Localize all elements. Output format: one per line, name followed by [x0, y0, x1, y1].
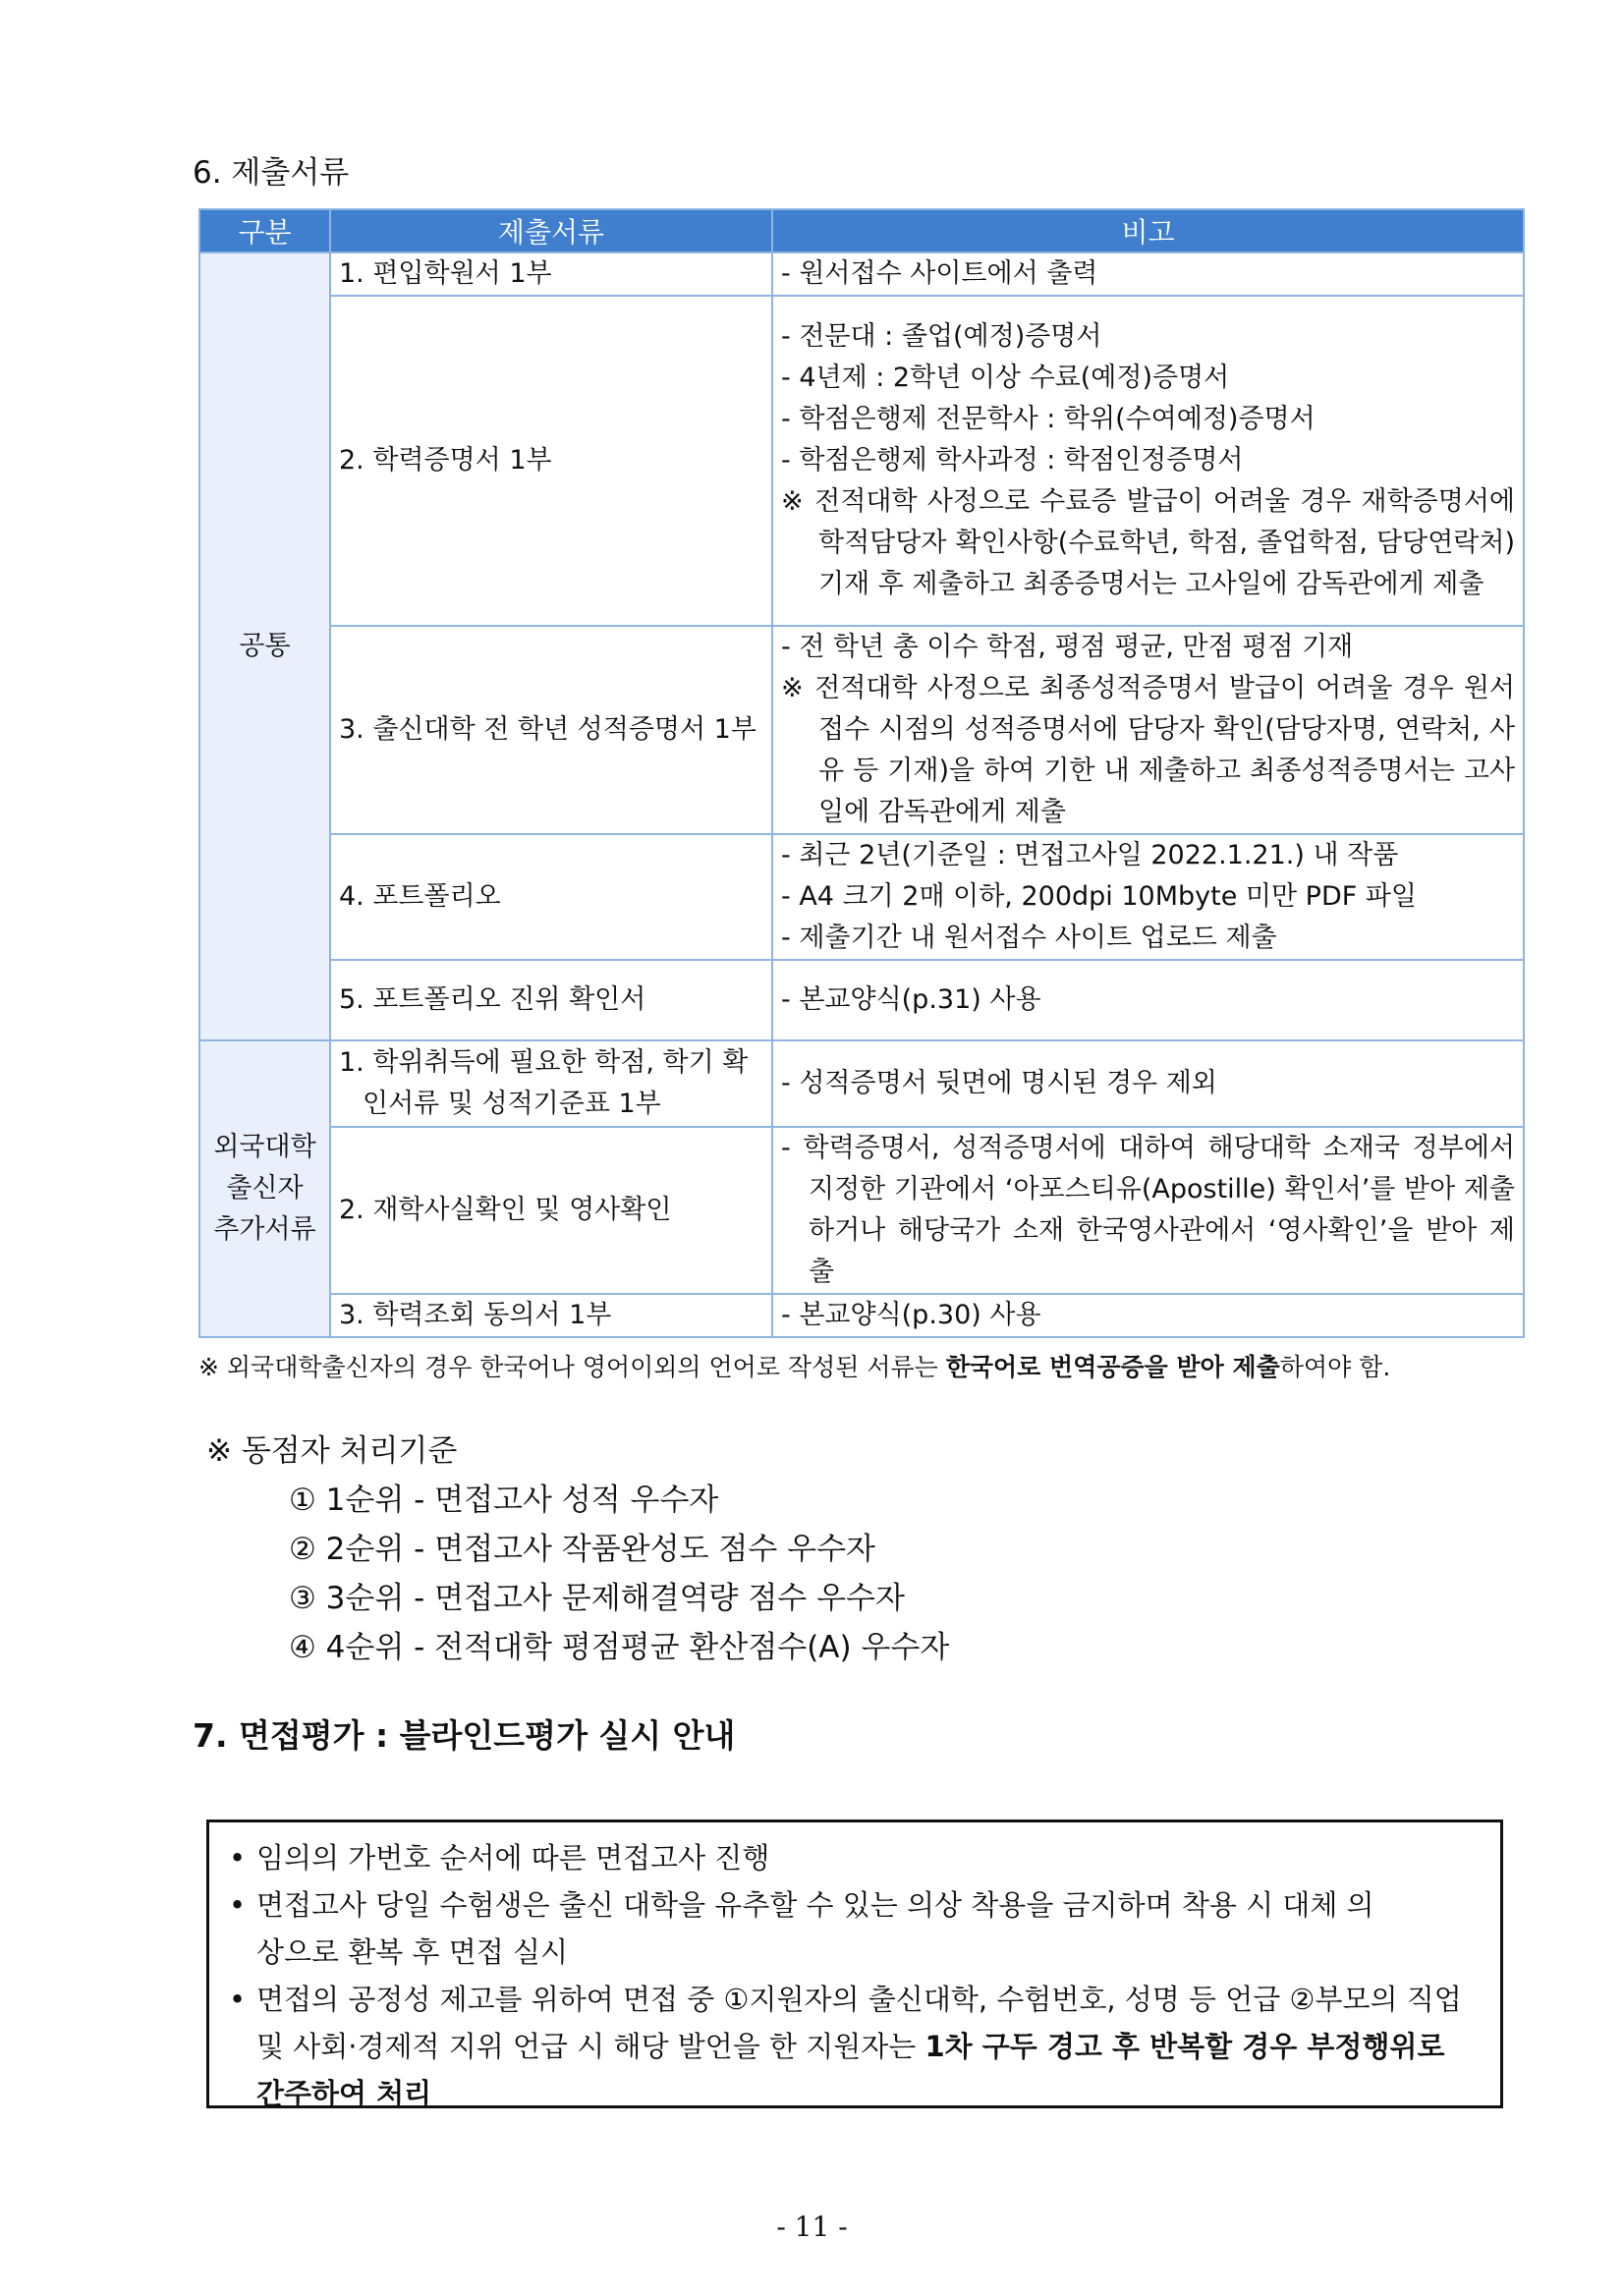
- footnote-text: ※ 외국대학출신자의 경우 한국어나 영어이외의 언어로 작성된 서류는: [198, 1353, 946, 1381]
- list-item-text: 면접의 공정성 제고를 위하여 면접 중 ①지원자의 출신대학, 수험번호, 성명 등 언급 ②부모의 직업 및 사회·경제적 지위 언급 시 해당 발언을 한 지원자는: [256, 1983, 1462, 2063]
- footnote-emphasis: 한국어로 번역공증을 받아 제출: [945, 1353, 1280, 1381]
- table-row: [199, 1294, 1524, 1337]
- bullet-icon: •: [229, 1983, 247, 2016]
- notice-list: [229, 1834, 1481, 2117]
- remark-line: - 원서접수 사이트에서 출력: [781, 258, 1098, 289]
- remark-line: - 전문대 : 졸업(예정)증명서: [781, 321, 1102, 352]
- remark-cell: [772, 252, 1524, 296]
- section-6-title: 6. 제출서류: [193, 155, 350, 191]
- remark-line: - 성적증명서 뒷면에 명시된 경우 제외: [781, 1068, 1217, 1098]
- table-row: [199, 1040, 1524, 1127]
- tiebreak-item: ④ 4순위 - 전적대학 평점평균 환산점수(A) 우수자: [289, 1630, 950, 1665]
- bullet-icon: •: [229, 1888, 247, 1922]
- remark-cell: [772, 960, 1524, 1040]
- footnote-text-end: 하여야 함.: [1279, 1353, 1391, 1381]
- tiebreak-section: [206, 1427, 949, 1672]
- table-row: [199, 960, 1524, 1040]
- remark-cell: [772, 296, 1524, 626]
- table-row: [199, 1127, 1524, 1294]
- doc-cell: 4. 포트폴리오: [330, 834, 772, 960]
- remark-line: - 본교양식(p.30) 사용: [781, 1300, 1041, 1330]
- doc-cell: 5. 포트폴리오 진위 확인서: [330, 960, 772, 1040]
- doc-cell: 1. 편입학원서 1부: [330, 252, 772, 296]
- tiebreak-title: ※ 동점자 처리기준: [206, 1433, 458, 1469]
- table-header-row: [199, 209, 1524, 252]
- doc-cell: 3. 학력조회 동의서 1부: [330, 1294, 772, 1337]
- list-item: [229, 1834, 1481, 1881]
- remark-line: - 학점은행제 학사과정 : 학점인정증명서: [781, 445, 1244, 476]
- doc-cell: 3. 출신대학 전 학년 성적증명서 1부: [330, 626, 772, 834]
- remark-line: - A4 크기 2매 이하, 200dpi 10Mbyte 미만 PDF 파일: [781, 881, 1418, 912]
- category-line: 추가서류: [213, 1214, 316, 1245]
- remark-line: - 제출기간 내 원서접수 사이트 업로드 제출: [781, 923, 1277, 953]
- doc-cell: 2. 학력증명서 1부: [330, 296, 772, 626]
- category-line: 출신자: [226, 1173, 304, 1204]
- remark-line: - 전 학년 총 이수 학점, 평점 평균, 만점 평점 기재: [781, 632, 1354, 662]
- category-foreign: [199, 1040, 330, 1337]
- table-row: [199, 834, 1524, 960]
- table-row: [199, 296, 1524, 626]
- section-7-title: 7. 면접평가 : 블라인드평가 실시 안내: [193, 1716, 736, 1755]
- remark-note: ※ 전적대학 사정으로 최종성적증명서 발급이 어려울 경우 원서접수 시점의 성적증명서에 담당자 확인(담당자명, 연락처, 사유 등 기재)을 하여 기한 내 제출하고 최종성적증명서는 고사일에 감독관에게 제출: [781, 673, 1515, 827]
- remark-note: ※ 전적대학 사정으로 수료증 발급이 어려울 경우 재학증명서에 학적담당자 확인사항(수료학년, 학점, 졸업학점, 담당연락처) 기재 후 제출하고 최종증명서는 고사일에 감독관에게 제출: [781, 486, 1515, 599]
- tiebreak-item: ② 2순위 - 면접고사 작품완성도 점수 우수자: [289, 1532, 875, 1567]
- header-remarks: 비고: [772, 209, 1524, 252]
- header-documents: 제출서류: [330, 209, 772, 252]
- doc-cell: 2. 재학사실확인 및 영사확인: [330, 1127, 772, 1294]
- remark-line: - 학점은행제 전문학사 : 학위(수여예정)증명서: [781, 404, 1316, 434]
- remark-cell: [772, 834, 1524, 960]
- tiebreak-item: ① 1순위 - 면접고사 성적 우수자: [289, 1483, 719, 1518]
- remark-line: - 최근 2년(기준일 : 면접고사일 2022.1.21.) 내 작품: [781, 840, 1399, 870]
- tiebreak-item: ③ 3순위 - 면접고사 문제해결역량 점수 우수자: [289, 1581, 905, 1616]
- remark-cell: [772, 1040, 1524, 1127]
- category-common: 공통: [199, 252, 330, 1040]
- remark-cell: [772, 626, 1524, 834]
- list-item-emphasis: 1차 구두 경고 후 반복할 경우 부정행위로 간주하여 처리: [256, 2030, 1445, 2110]
- remark-line: - 본교양식(p.31) 사용: [781, 984, 1041, 1015]
- list-item: [229, 1881, 1481, 1976]
- list-item-text: 면접고사 당일 수험생은 출신 대학을 유추할 수 있는 의상 착용을 금지하며 착용 시 대체 의상으로 환복 후 면접 실시: [256, 1888, 1374, 1969]
- table-footnote: [198, 1348, 1390, 1383]
- blind-evaluation-box: [206, 1820, 1503, 2108]
- list-item: [229, 1976, 1481, 2117]
- doc-cell: [330, 1040, 772, 1127]
- table-row: [199, 252, 1524, 296]
- list-item-text: 임의의 가번호 순서에 따른 면접고사 진행: [256, 1841, 770, 1875]
- table-row: [199, 626, 1524, 834]
- remark-line: - 학력증명서, 성적증명서에 대하여 해당대학 소재국 정부에서 지정한 기관에서 ‘아포스티유(Apostille) 확인서’를 받아 제출하거나 해당국가 소재 한국영사관에서 ‘영사확인’을 받아 제출: [781, 1133, 1515, 1287]
- remark-cell: [772, 1294, 1524, 1337]
- bullet-icon: •: [229, 1841, 247, 1875]
- remark-cell: [772, 1127, 1524, 1294]
- category-line: 외국대학: [213, 1132, 316, 1162]
- header-category: 구분: [199, 209, 330, 252]
- remark-line: - 4년제 : 2학년 이상 수료(예정)증명서: [781, 363, 1230, 393]
- documents-table: [198, 208, 1525, 1338]
- doc-text: 1. 학위취득에 필요한 학점, 학기 확인서류 및 성적기준표 1부: [339, 1047, 749, 1119]
- page-number: - 11 -: [776, 2211, 848, 2243]
